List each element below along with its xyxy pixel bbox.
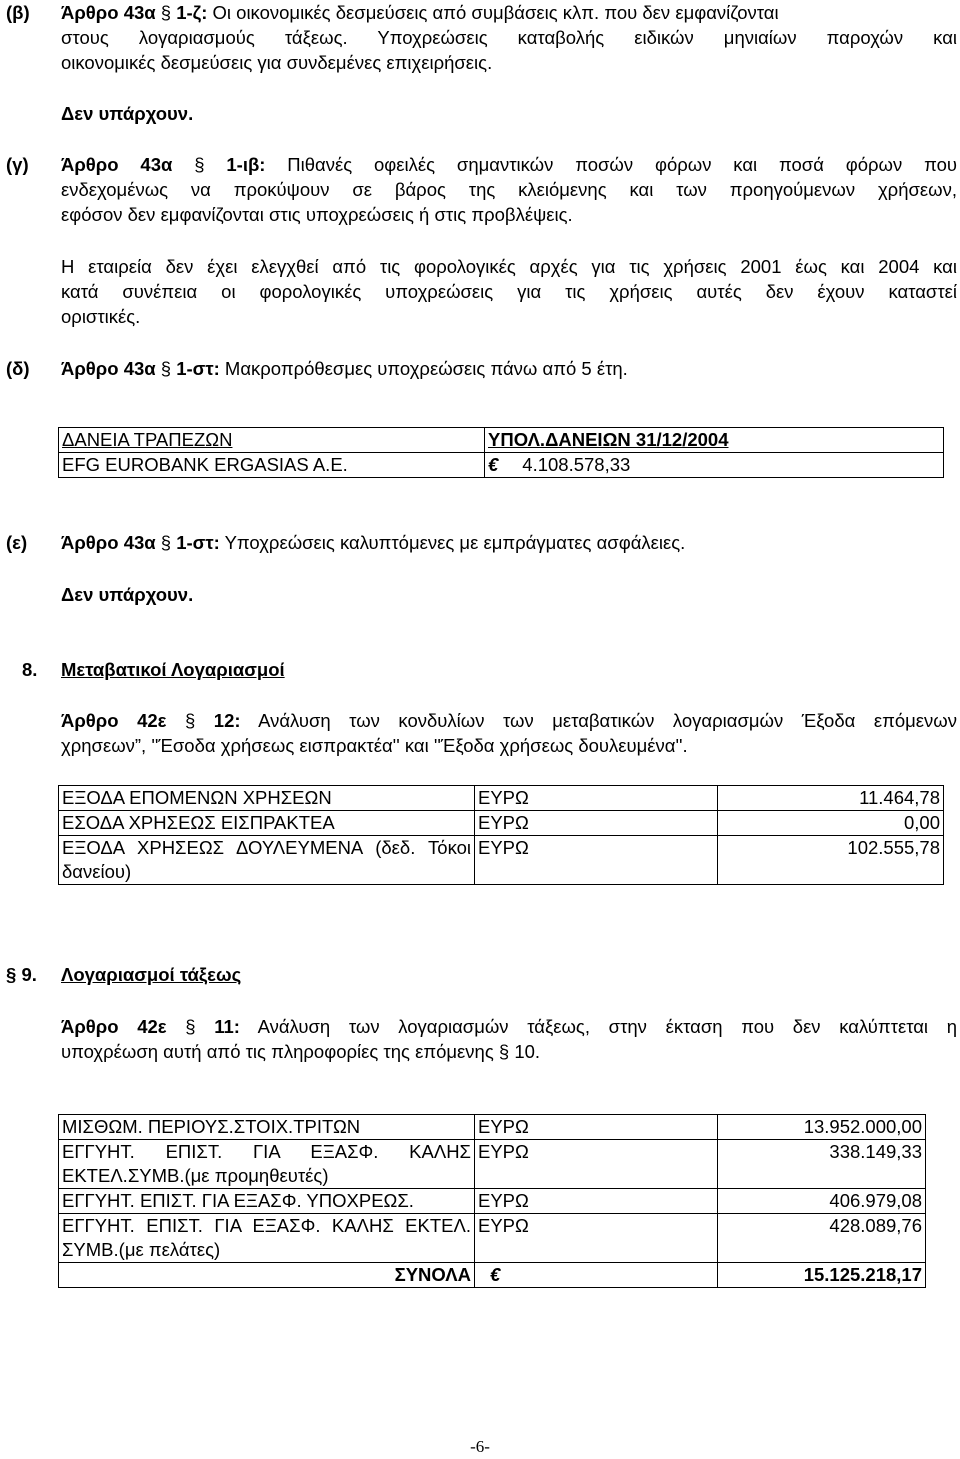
table-cell: ΕΥΡΩ — [475, 1140, 718, 1189]
section-b-text: Άρθρο 43α § 1-ζ: Οι οικονομικές δεσμεύσεις από συμβάσεις κλπ. που δεν εμφανίζονται στους λογαριασμούς τάξεως. Υποχρεώσεις καταβολής ειδικών μηνιαίων παροχών και οικονομικές δεσμεύσεις για συνδεμένες επιχειρήσεις. — [61, 2, 957, 73]
table-cell: 102.555,78 — [718, 836, 944, 885]
table-cell: EFG EUROBANK ERGASIAS A.E. — [59, 453, 485, 478]
table-row — [59, 1115, 926, 1140]
table-cell: ΕΣΟΔΑ ΧΡΗΣΕΩΣ ΕΙΣΠΡΑΚΤΕΑ — [59, 811, 475, 836]
tax-audit-paragraph: Η εταιρεία δεν έχει ελεγχθεί από τις φορολογικές αρχές για τις χρήσεις 2001 έως και 2004 και κατά συνέπεια οι φορολογικές υποχρεώσεις για τις χρήσεις αυτές δεν έχουν καταστεί οριστικές. — [61, 256, 957, 327]
table-row — [59, 836, 944, 885]
section-sign-icon: § — [194, 154, 205, 175]
table-cell: ΕΞΟΔΑ ΕΠΟΜΕΝΩΝ ΧΡΗΣΕΩΝ — [59, 786, 475, 811]
section-8-text: Άρθρο 42ε § 12: Ανάλυση των κονδυλίων των μεταβατικών λογαριασμών Έξοδα επόμενων χρησεων”, ''Έσοδα χρήσεως εισπρακτέα'' και ''Έξοδα χρήσεως δουλευμένα''. — [61, 710, 957, 756]
section-8-number: 8. — [22, 659, 38, 680]
total-amount: 15.125.218,17 — [718, 1263, 926, 1288]
table-header-row — [59, 428, 944, 453]
section-9-title: Λογαριασμοί τάξεως — [61, 964, 242, 985]
table-header-cell: ΥΠΟΛ.ΔΑΝΕΙΩΝ 31/12/2004 — [485, 428, 944, 453]
total-row — [59, 1263, 926, 1288]
table-header-cell: ΔΑΝΕΙΑ ΤΡΑΠΕΖΩΝ — [59, 428, 485, 453]
section-d-text: Άρθρο 43α § 1-στ: Μακροπρόθεσμες υποχρεώσεις πάνω από 5 έτη. — [61, 358, 628, 379]
table-cell: € 4.108.578,33 — [485, 453, 944, 478]
transitional-accounts-table — [58, 785, 944, 885]
section-sign-icon: § — [160, 532, 172, 553]
section-8-title: Μεταβατικοί Λογαριασμοί — [61, 659, 285, 680]
section-b-none: Δεν υπάρχουν. — [61, 103, 194, 124]
section-sign-icon: § — [6, 964, 17, 985]
section-c-text: Άρθρο 43α § 1-ιβ: Πιθανές οφειλές σημαντικών ποσών φόρων και ποσά φόρων που ενδεχομένως να προκύψουν σε βάρος της κλειόμενης και των προηγούμενων χρήσεων, εφόσον δεν εμφανίζονται στις υποχρεώσεις ή στις προβλέψεις. — [61, 154, 958, 225]
table-row — [59, 1214, 926, 1263]
section-e-none: Δεν υπάρχουν. — [61, 584, 194, 605]
total-label: ΣΥΝΟΛΑ — [59, 1263, 475, 1288]
table-cell: 13.952.000,00 — [718, 1115, 926, 1140]
bank-loans-table — [58, 427, 944, 478]
section-9-text: Άρθρο 42ε § 11: Ανάλυση των λογαριασμών τάξεως, στην έκταση που δεν καλύπτεται η υποχρέωση αυτή από τις πληροφορίες της επόμενης § 10. — [61, 1016, 957, 1062]
section-e-label: (ε) — [6, 532, 28, 553]
table-cell: 338.149,33 — [718, 1140, 926, 1189]
table-row — [59, 453, 944, 478]
section-sign-icon: § — [184, 710, 196, 731]
table-cell: ΕΥΡΩ — [475, 1214, 718, 1263]
table-cell: ΕΥΡΩ — [475, 1115, 718, 1140]
table-cell: 11.464,78 — [718, 786, 944, 811]
section-e-text: Άρθρο 43α § 1-στ: Υποχρεώσεις καλυπτόμενες με εμπράγματες ασφάλειες. — [61, 532, 686, 553]
table-cell: 428.089,76 — [718, 1214, 926, 1263]
section-c-label: (γ) — [6, 154, 29, 175]
table-row — [59, 1140, 926, 1189]
table-cell: ΕΓΓΥΗΤ. ΕΠΙΣΤ. ΓΙΑ ΕΞΑΣΦ. ΚΑΛΗΣ ΕΚΤΕΛ.ΣΥΜΒ.(με προμηθευτές) — [59, 1140, 475, 1189]
section-b-label: (β) — [6, 2, 30, 23]
table-cell: ΕΥΡΩ — [475, 811, 718, 836]
page-number: -6- — [470, 1437, 490, 1456]
table-cell: ΕΥΡΩ — [475, 786, 718, 811]
table-cell: ΕΥΡΩ — [475, 1189, 718, 1214]
section-9-number: § 9. — [6, 964, 37, 985]
table-cell: ΕΓΓΥΗΤ. ΕΠΙΣΤ. ΓΙΑ ΕΞΑΣΦ. ΥΠΟΧΡΕΩΣ. — [59, 1189, 475, 1214]
table-row — [59, 1189, 926, 1214]
section-d-label: (δ) — [6, 358, 30, 379]
section-sign-icon: § — [185, 1016, 196, 1037]
section-sign-icon: § — [498, 1041, 510, 1062]
table-row — [59, 786, 944, 811]
memorandum-accounts-table — [58, 1114, 926, 1288]
table-cell: 406.979,08 — [718, 1189, 926, 1214]
table-cell: ΕΞΟΔΑ ΧΡΗΣΕΩΣ ΔΟΥΛΕΥΜΕΝΑ (δεδ. Τόκοι δανείου) — [59, 836, 475, 885]
table-cell: 0,00 — [718, 811, 944, 836]
table-cell: ΕΓΓΥΗΤ. ΕΠΙΣΤ. ΓΙΑ ΕΞΑΣΦ. ΚΑΛΗΣ ΕΚΤΕΛ. ΣΥΜΒ.(με πελάτες) — [59, 1214, 475, 1263]
euro-icon: € — [490, 1264, 501, 1285]
total-currency-cell — [475, 1263, 718, 1288]
table-row — [59, 811, 944, 836]
section-sign-icon: § — [160, 2, 172, 23]
table-cell: ΕΥΡΩ — [475, 836, 718, 885]
table-cell: ΜΙΣΘΩΜ. ΠΕΡΙΟΥΣ.ΣΤΟΙΧ.ΤΡΙΤΩΝ — [59, 1115, 475, 1140]
section-sign-icon: § — [160, 358, 172, 379]
